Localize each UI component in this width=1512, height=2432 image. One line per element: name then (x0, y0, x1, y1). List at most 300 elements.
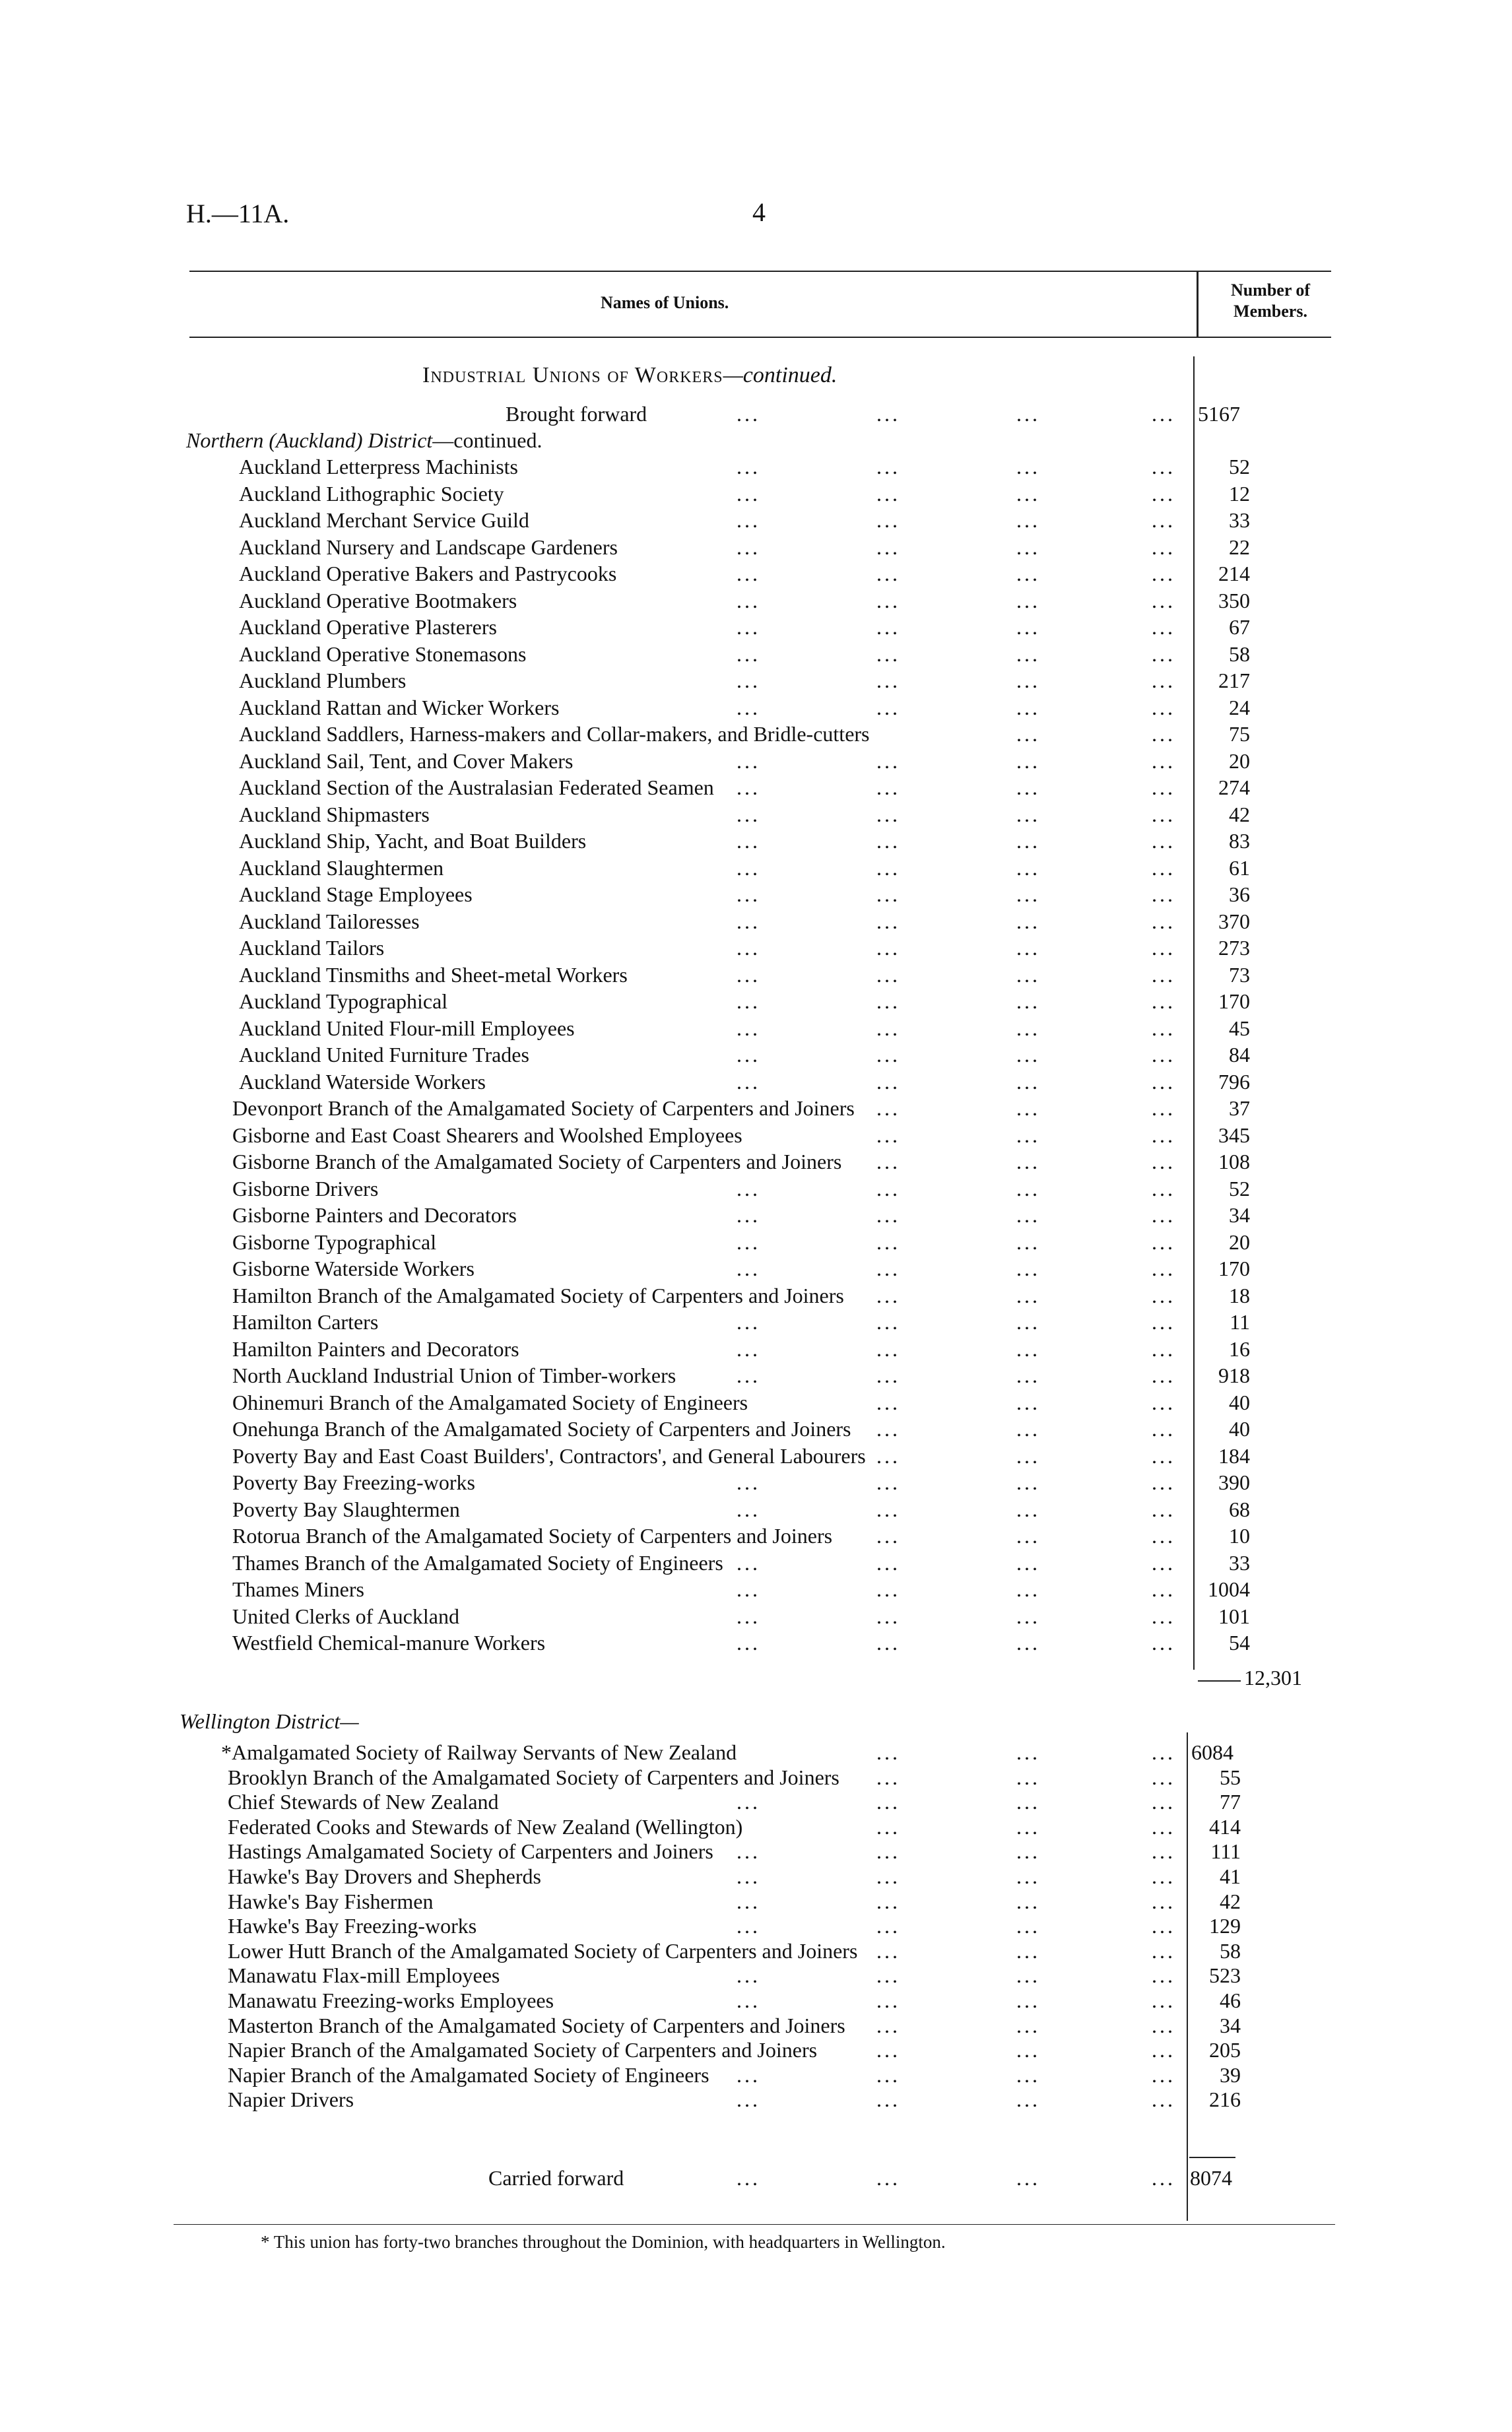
dot-leader: ... (1016, 1740, 1040, 1764)
union-name: Auckland Letterpress Machinists (239, 455, 518, 478)
dot-leader: ... (1016, 2013, 1040, 2037)
dot-leader: ... (1152, 1230, 1175, 1254)
dot-leader: ... (876, 1814, 900, 1839)
dot-leader: ... (1152, 1470, 1175, 1494)
member-count: 41 (1220, 1864, 1241, 1888)
dot-leader: ... (737, 1889, 760, 1913)
union-name: Masterton Branch of the Amalgamated Society of Carpenters and Joiners (228, 2013, 845, 2037)
dot-leader: ... (876, 989, 900, 1013)
dot-leader: ... (876, 1497, 900, 1521)
dot-leader: ... (876, 1938, 900, 1963)
dot-leader: ... (737, 1310, 760, 1334)
dot-leader: ... (876, 1043, 900, 1067)
dot-leader: ... (876, 962, 900, 987)
dot-leader: ... (1016, 1864, 1040, 1888)
dot-leader: ... (876, 1914, 900, 1938)
union-name: Thames Branch of the Amalgamated Society of Engineers (232, 1550, 723, 1575)
top-rule (189, 271, 1331, 272)
union-name: Gisborne Typographical (232, 1230, 437, 1254)
dot-leader: ... (1016, 1336, 1040, 1361)
dot-leader: ... (737, 1790, 760, 1814)
dot-leader: ... (1016, 1257, 1040, 1280)
dot-leader: ... (737, 855, 760, 880)
dot-leader: ... (876, 562, 900, 585)
member-count: 42 (1220, 1889, 1241, 1913)
dot-leader: ... (876, 1524, 900, 1548)
dot-leader: ... (737, 641, 760, 666)
dot-leader: ... (1152, 562, 1175, 585)
dot-leader: ... (1016, 1390, 1040, 1414)
dot-leader: ... (1152, 1765, 1175, 1789)
member-count: 16 (1229, 1336, 1250, 1361)
dot-leader: ... (1016, 936, 1040, 960)
dot-leader: ... (1152, 1497, 1175, 1521)
dot-leader: ... (1152, 1740, 1175, 1764)
northern-total: 12,301 (1244, 1666, 1302, 1690)
dot-leader: ... (876, 882, 900, 906)
dot-leader: ... (1016, 481, 1040, 506)
dot-leader: ... (876, 508, 900, 532)
union-name: Onehunga Branch of the Amalgamated Society of Carpenters and Joiners (232, 1417, 851, 1441)
member-count: 129 (1209, 1914, 1241, 1938)
dot-leader: ... (1152, 1938, 1175, 1963)
dot-leader: ... (876, 481, 900, 506)
column-divider (1193, 356, 1195, 1670)
dot-leader: ... (1152, 455, 1175, 478)
dot-leader: ... (1016, 2087, 1040, 2112)
dot-leader: ... (1152, 1914, 1175, 1938)
dot-leader: ... (737, 562, 760, 585)
union-name: Auckland Operative Bakers and Pastrycooks (239, 562, 617, 585)
subtotal-rule (1189, 2157, 1235, 2158)
member-count: 55 (1220, 1765, 1241, 1789)
dot-leader: ... (1152, 989, 1175, 1013)
union-name: Ohinemuri Branch of the Amalgamated Society of Engineers (232, 1390, 748, 1414)
dot-leader: ... (737, 481, 760, 506)
member-count: 216 (1209, 2087, 1241, 2112)
dot-leader: ... (876, 2038, 900, 2062)
union-name: Westfield Chemical-manure Workers (232, 1631, 546, 1655)
dot-leader: ... (1152, 802, 1175, 826)
members-column-header: Number of Members. (1230, 280, 1311, 321)
union-name: Gisborne and East Coast Shearers and Woolshed Employees (232, 1123, 742, 1147)
dot-leader: ... (1152, 1096, 1175, 1120)
member-count: 8074 (1190, 2166, 1232, 2190)
union-name: Auckland Slaughtermen (239, 855, 444, 880)
header-rule (189, 337, 1331, 338)
dot-leader: ... (1016, 1790, 1040, 1814)
dot-leader: ... (1152, 748, 1175, 773)
dot-leader: ... (737, 2087, 760, 2112)
dot-leader: ... (1152, 1310, 1175, 1334)
union-name: Gisborne Branch of the Amalgamated Society of Carpenters and Joiners (232, 1150, 842, 1173)
member-count: 58 (1229, 641, 1250, 666)
dot-leader: ... (1152, 1364, 1175, 1387)
union-name: Auckland Waterside Workers (239, 1069, 486, 1094)
dot-leader: ... (737, 802, 760, 826)
dot-leader: ... (1016, 1043, 1040, 1067)
dot-leader: ... (1016, 1150, 1040, 1173)
dot-leader: ... (876, 695, 900, 719)
dot-leader: ... (1152, 1443, 1175, 1468)
dot-leader: ... (737, 402, 760, 426)
member-count: 52 (1229, 1176, 1250, 1200)
dot-leader: ... (876, 748, 900, 773)
dot-leader: ... (737, 1016, 760, 1040)
member-count: 345 (1218, 1123, 1250, 1147)
member-count: 34 (1220, 2013, 1241, 2037)
dot-leader: ... (1152, 936, 1175, 960)
member-count: 5167 (1198, 402, 1240, 426)
union-name: Brooklyn Branch of the Amalgamated Society of Carpenters and Joiners (228, 1765, 839, 1789)
dot-leader: ... (1016, 989, 1040, 1013)
member-count: 75 (1229, 722, 1250, 746)
union-name: Northern (Auckland) District—continued. (186, 428, 542, 452)
dot-leader: ... (1016, 1550, 1040, 1575)
dot-leader: ... (737, 748, 760, 773)
dot-leader: ... (1016, 882, 1040, 906)
dot-leader: ... (876, 1790, 900, 1814)
member-count: 390 (1218, 1470, 1250, 1494)
dot-leader: ... (1152, 829, 1175, 853)
dot-leader: ... (876, 1123, 900, 1147)
dot-leader: ... (876, 936, 900, 960)
dot-leader: ... (737, 2166, 760, 2190)
dot-leader: ... (1152, 535, 1175, 559)
member-count: 10 (1229, 1524, 1250, 1548)
dot-leader: ... (1016, 508, 1040, 532)
union-name: Federated Cooks and Stewards of New Zealand (Wellington) (228, 1814, 743, 1839)
dot-leader: ... (1016, 1914, 1040, 1938)
dot-leader: ... (876, 1310, 900, 1334)
dot-leader: ... (1016, 1988, 1040, 2012)
member-count: 45 (1229, 1016, 1250, 1040)
dot-leader: ... (737, 695, 760, 719)
dot-leader: ... (1016, 1604, 1040, 1628)
dot-leader: ... (737, 775, 760, 799)
dot-leader: ... (1152, 1390, 1175, 1414)
union-name: Auckland Operative Bootmakers (239, 588, 517, 612)
union-name: Chief Stewards of New Zealand (228, 1790, 499, 1814)
member-count: 52 (1229, 455, 1250, 478)
dot-leader: ... (737, 1914, 760, 1938)
dot-leader: ... (1016, 1364, 1040, 1387)
dot-leader: ... (1152, 1988, 1175, 2012)
union-name: Napier Branch of the Amalgamated Society of Engineers (228, 2062, 709, 2087)
dot-leader: ... (1152, 1963, 1175, 1988)
dot-leader: ... (1152, 695, 1175, 719)
dot-leader: ... (876, 1283, 900, 1307)
footnote: * This union has forty-two branches throughout the Dominion, with headquarters in Wellington. (261, 2232, 946, 2252)
union-name: Poverty Bay Slaughtermen (232, 1497, 460, 1521)
dot-leader: ... (1016, 1203, 1040, 1227)
dot-leader: ... (1016, 1889, 1040, 1913)
dot-leader: ... (876, 1765, 900, 1789)
dot-leader: ... (1016, 1096, 1040, 1120)
dot-leader: ... (876, 535, 900, 559)
member-count: 20 (1229, 1230, 1250, 1254)
dot-leader: ... (1152, 1524, 1175, 1548)
member-count: 68 (1229, 1497, 1250, 1521)
dot-leader: ... (737, 962, 760, 987)
dot-leader: ... (876, 1390, 900, 1414)
member-count: 33 (1229, 508, 1250, 532)
member-count: 18 (1229, 1283, 1250, 1307)
member-count: 11 (1230, 1310, 1250, 1334)
member-count: 33 (1229, 1550, 1250, 1575)
dot-leader: ... (876, 1889, 900, 1913)
dot-leader: ... (1016, 1069, 1040, 1094)
member-count: 39 (1220, 2062, 1241, 2087)
dot-leader: ... (876, 1604, 900, 1628)
column-divider-header (1197, 271, 1199, 337)
total-rule (1198, 1680, 1241, 1682)
dot-leader: ... (1152, 1550, 1175, 1575)
dot-leader: ... (737, 909, 760, 933)
dot-leader: ... (876, 1069, 900, 1094)
dot-leader: ... (876, 2087, 900, 2112)
union-name: Auckland United Furniture Trades (239, 1043, 529, 1067)
member-count: 796 (1218, 1069, 1250, 1094)
dot-leader: ... (1152, 1631, 1175, 1655)
member-count: 205 (1209, 2038, 1241, 2062)
dot-leader: ... (737, 1631, 760, 1655)
dot-leader: ... (1152, 2038, 1175, 2062)
dot-leader: ... (737, 535, 760, 559)
dot-leader: ... (876, 1740, 900, 1764)
dot-leader: ... (1016, 535, 1040, 559)
dot-leader: ... (1016, 1963, 1040, 1988)
dot-leader: ... (1152, 1043, 1175, 1067)
dot-leader: ... (1152, 669, 1175, 692)
dot-leader: ... (1016, 588, 1040, 612)
bottom-rule (174, 2224, 1335, 2225)
union-name: Carried forward (488, 2166, 624, 2190)
dot-leader: ... (1016, 1016, 1040, 1040)
dot-leader: ... (876, 1963, 900, 1988)
dot-leader: ... (1152, 2166, 1175, 2190)
union-name: Gisborne Waterside Workers (232, 1257, 475, 1280)
union-name: Wellington District— (180, 1709, 359, 1733)
dot-leader: ... (876, 402, 900, 426)
member-count: 24 (1229, 695, 1250, 719)
union-name: Brought forward (506, 402, 647, 426)
dot-leader: ... (1152, 1336, 1175, 1361)
dot-leader: ... (737, 1864, 760, 1888)
dot-leader: ... (1016, 829, 1040, 853)
dot-leader: ... (1016, 1839, 1040, 1864)
dot-leader: ... (737, 1839, 760, 1864)
member-count: 20 (1229, 748, 1250, 773)
union-name: Auckland Tailoresses (239, 909, 420, 933)
member-count: 350 (1218, 588, 1250, 612)
union-name: Auckland Lithographic Society (239, 481, 504, 506)
dot-leader: ... (1152, 1604, 1175, 1628)
dot-leader: ... (1016, 695, 1040, 719)
page-number: 4 (752, 197, 766, 227)
dot-leader: ... (1016, 1123, 1040, 1147)
dot-leader: ... (1152, 481, 1175, 506)
dot-leader: ... (1152, 775, 1175, 799)
dot-leader: ... (876, 1016, 900, 1040)
union-name: Auckland Saddlers, Harness-makers and Collar-makers, and Bridle-cutters (239, 722, 870, 746)
dot-leader: ... (876, 669, 900, 692)
dot-leader: ... (876, 829, 900, 853)
dot-leader: ... (737, 1176, 760, 1200)
dot-leader: ... (1016, 562, 1040, 585)
dot-leader: ... (1016, 1230, 1040, 1254)
dot-leader: ... (876, 1864, 900, 1888)
union-name: Auckland Merchant Service Guild (239, 508, 529, 532)
member-count: 523 (1209, 1963, 1241, 1988)
member-count: 61 (1229, 855, 1250, 880)
dot-leader: ... (876, 1176, 900, 1200)
union-name: Auckland Stage Employees (239, 882, 473, 906)
union-name: Auckland Section of the Australasian Federated Seamen (239, 775, 714, 799)
dot-leader: ... (1152, 2062, 1175, 2087)
member-count: 54 (1229, 1631, 1250, 1655)
dot-leader: ... (1152, 641, 1175, 666)
dot-leader: ... (1152, 1016, 1175, 1040)
dot-leader: ... (1016, 1631, 1040, 1655)
member-count: 1004 (1208, 1577, 1250, 1601)
dot-leader: ... (876, 2062, 900, 2087)
dot-leader: ... (737, 508, 760, 532)
dot-leader: ... (876, 775, 900, 799)
dot-leader: ... (876, 855, 900, 880)
dot-leader: ... (1152, 855, 1175, 880)
dot-leader: ... (1016, 1443, 1040, 1468)
member-count: 40 (1229, 1390, 1250, 1414)
union-name: Auckland Shipmasters (239, 802, 430, 826)
member-count: 370 (1218, 909, 1250, 933)
union-name: Hawke's Bay Freezing-works (228, 1914, 477, 1938)
names-column-header: Names of Unions. (601, 293, 729, 312)
dot-leader: ... (876, 1257, 900, 1280)
member-count: 83 (1229, 829, 1250, 853)
dot-leader: ... (876, 1550, 900, 1575)
dot-leader: ... (1016, 962, 1040, 987)
dot-leader: ... (737, 1604, 760, 1628)
union-name: Napier Drivers (228, 2087, 354, 2112)
dot-leader: ... (1152, 1203, 1175, 1227)
dot-leader: ... (1152, 962, 1175, 987)
union-name: Hamilton Branch of the Amalgamated Society of Carpenters and Joiners (232, 1283, 844, 1307)
member-count: 37 (1229, 1096, 1250, 1120)
dot-leader: ... (1152, 1577, 1175, 1601)
dot-leader: ... (737, 2062, 760, 2087)
dot-leader: ... (1152, 1889, 1175, 1913)
union-name: Gisborne Painters and Decorators (232, 1203, 517, 1227)
dot-leader: ... (1152, 1864, 1175, 1888)
dot-leader: ... (876, 1839, 900, 1864)
dot-leader: ... (1152, 2013, 1175, 2037)
dot-leader: ... (876, 455, 900, 478)
member-count: 34 (1229, 1203, 1250, 1227)
union-name: North Auckland Industrial Union of Timber-workers (232, 1364, 676, 1387)
dot-leader: ... (1152, 1417, 1175, 1441)
union-name: Auckland Ship, Yacht, and Boat Builders (239, 829, 587, 853)
dot-leader: ... (737, 936, 760, 960)
dot-leader: ... (1016, 1814, 1040, 1839)
dot-leader: ... (876, 1988, 900, 2012)
dot-leader: ... (737, 1577, 760, 1601)
dot-leader: ... (1152, 882, 1175, 906)
union-name: Devonport Branch of the Amalgamated Society of Carpenters and Joiners (232, 1096, 855, 1120)
dot-leader: ... (876, 802, 900, 826)
member-count: 6084 (1191, 1740, 1233, 1764)
member-count: 214 (1218, 562, 1250, 585)
dot-leader: ... (737, 829, 760, 853)
dot-leader: ... (737, 455, 760, 478)
column-divider-2 (1187, 1732, 1188, 2221)
dot-leader: ... (876, 1577, 900, 1601)
member-count: 918 (1218, 1364, 1250, 1387)
dot-leader: ... (737, 1470, 760, 1494)
union-name: Hamilton Painters and Decorators (232, 1336, 519, 1361)
dot-leader: ... (1016, 722, 1040, 746)
union-name: Auckland Nursery and Landscape Gardeners (239, 535, 618, 559)
dot-leader: ... (737, 1550, 760, 1575)
member-count: 108 (1218, 1150, 1250, 1173)
dot-leader: ... (1016, 2038, 1040, 2062)
member-count: 73 (1229, 962, 1250, 987)
dot-leader: ... (876, 1230, 900, 1254)
dot-leader: ... (737, 1988, 760, 2012)
union-name: *Amalgamated Society of Railway Servants of New Zealand (221, 1740, 737, 1764)
dot-leader: ... (1016, 615, 1040, 639)
member-count: 111 (1210, 1839, 1241, 1864)
member-count: 36 (1229, 882, 1250, 906)
member-count: 67 (1229, 615, 1250, 639)
dot-leader: ... (1016, 455, 1040, 478)
dot-leader: ... (1152, 1176, 1175, 1200)
dot-leader: ... (1152, 1283, 1175, 1307)
dot-leader: ... (1016, 669, 1040, 692)
dot-leader: ... (876, 615, 900, 639)
dot-leader: ... (1152, 1123, 1175, 1147)
member-count: 84 (1229, 1043, 1250, 1067)
dot-leader: ... (737, 1043, 760, 1067)
union-name: Lower Hutt Branch of the Amalgamated Society of Carpenters and Joiners (228, 1938, 858, 1963)
dot-leader: ... (1016, 1176, 1040, 1200)
member-count: 170 (1218, 1257, 1250, 1280)
dot-leader: ... (1016, 802, 1040, 826)
dot-leader: ... (737, 989, 760, 1013)
union-name: Auckland Sail, Tent, and Cover Makers (239, 748, 574, 773)
member-count: 184 (1218, 1443, 1250, 1468)
dot-leader: ... (876, 2013, 900, 2037)
dot-leader: ... (876, 1417, 900, 1441)
dot-leader: ... (1152, 1150, 1175, 1173)
dot-leader: ... (1152, 1839, 1175, 1864)
dot-leader: ... (1016, 1417, 1040, 1441)
dot-leader: ... (737, 1364, 760, 1387)
member-count: 40 (1229, 1417, 1250, 1441)
dot-leader: ... (1016, 1497, 1040, 1521)
member-count: 22 (1229, 535, 1250, 559)
union-name: Auckland United Flour-mill Employees (239, 1016, 575, 1040)
dot-leader: ... (1152, 508, 1175, 532)
union-name: Hamilton Carters (232, 1310, 379, 1334)
dot-leader: ... (737, 1230, 760, 1254)
dot-leader: ... (876, 588, 900, 612)
union-name: Auckland Plumbers (239, 669, 407, 692)
union-name: Poverty Bay and East Coast Builders', Contractors', and General Labourers (232, 1443, 866, 1468)
dot-leader: ... (1152, 1069, 1175, 1094)
union-name: Auckland Operative Plasterers (239, 615, 497, 639)
dot-leader: ... (737, 1336, 760, 1361)
